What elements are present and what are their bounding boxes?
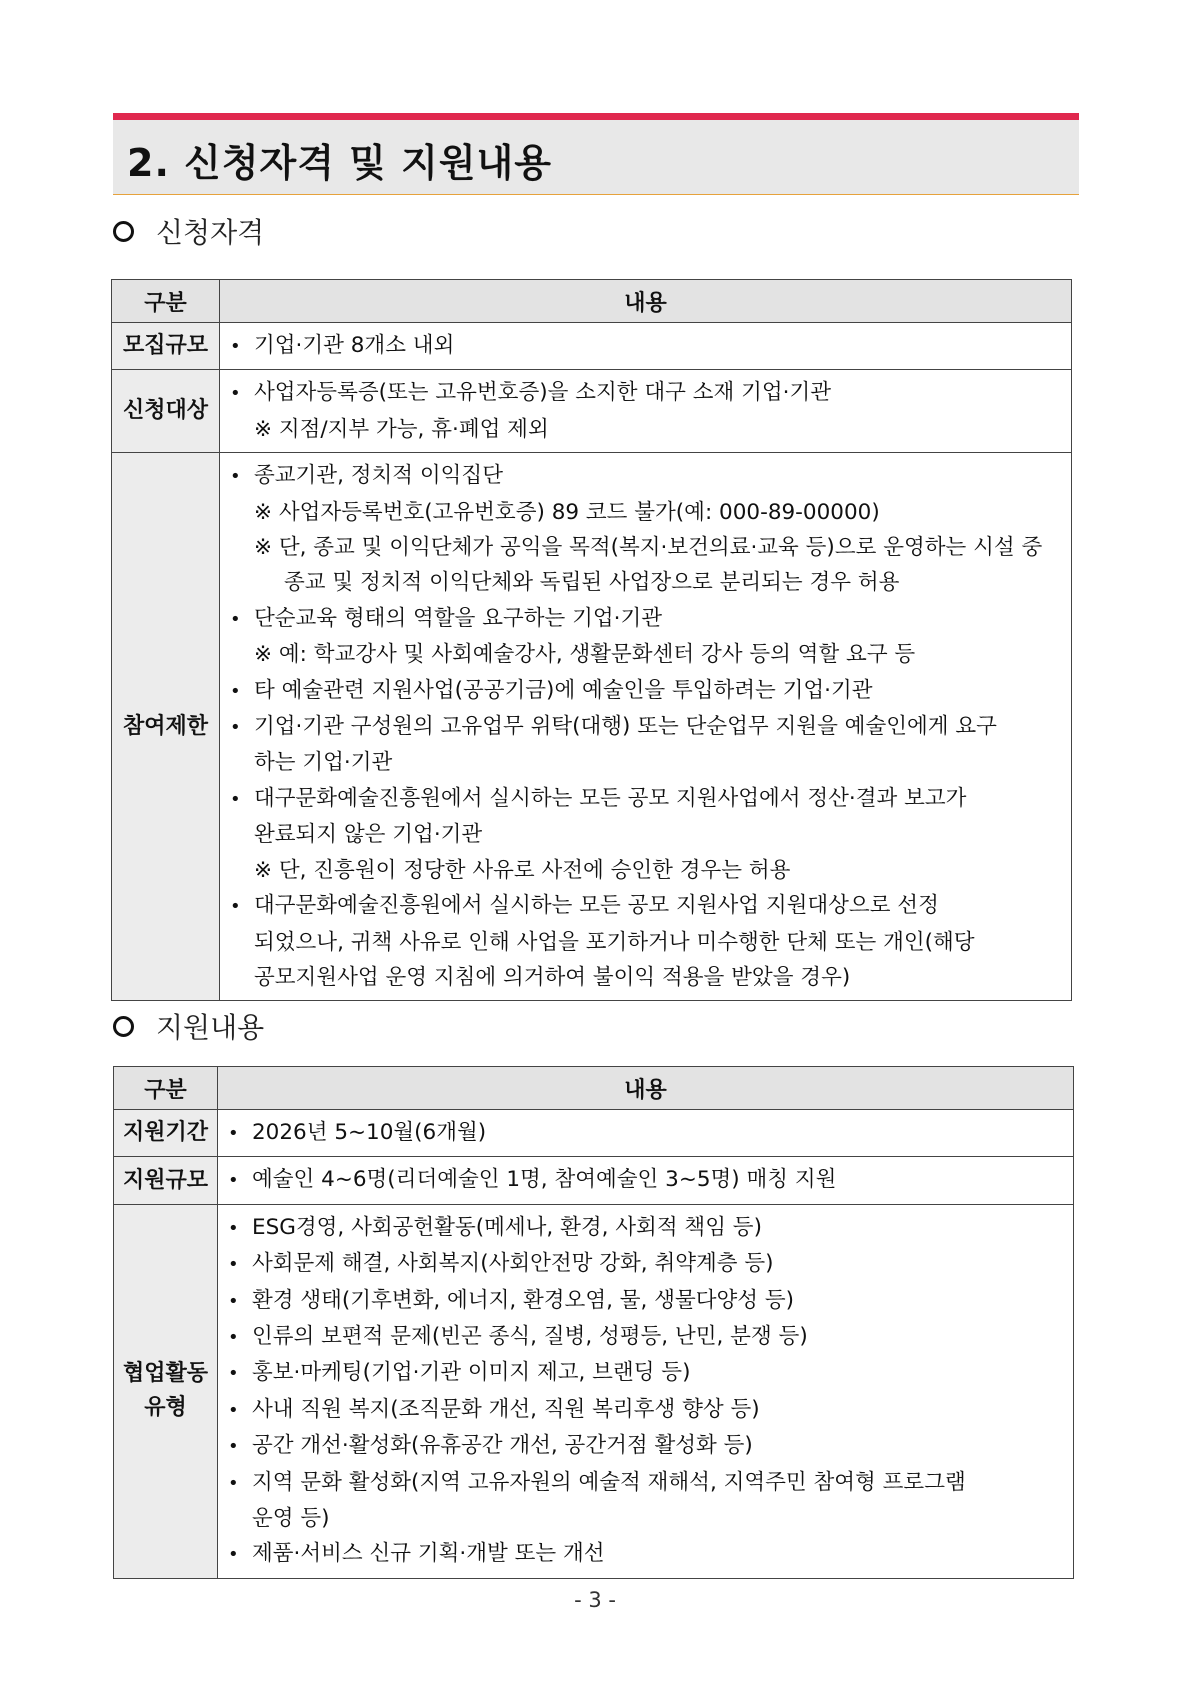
content-line: • 타 예술관련 지원사업(공공기금)에 예술인을 투입하려는 기업·기관 [230,673,1061,709]
table-header-row [114,1067,1074,1110]
row-category-text: 지원규모 [122,1167,208,1193]
row-category-text: 지원기간 [122,1120,208,1146]
content-line: • 단순교육 형태의 역할을 요구하는 기업·기관 [230,601,1061,637]
content-line: 하는 기업·기관 [254,750,393,776]
content-line: ※ 단, 종교 및 이익단체가 공익을 목적(복지·보건의료·교육 등)으로 운영하는 시설 중 [254,535,1043,561]
row-category-text: 유형 [144,1395,187,1421]
table-row [112,323,1072,370]
row-content [218,1204,1074,1578]
row-category [112,323,220,370]
row-content [220,323,1072,370]
table-row [112,453,1072,1001]
content-line: • 2026년 5~10월(6개월) [228,1115,1063,1151]
section-title-bar [113,113,1079,195]
content-line: • 인류의 보편적 문제(빈곤 종식, 질병, 성평등, 난민, 분쟁 등) [228,1319,1063,1355]
content-line: ※ 단, 진흥원이 정당한 사유로 사전에 승인한 경우는 허용 [254,857,791,883]
row-category-text: 모집규모 [122,333,208,359]
content-line: • 사업자등록증(또는 고유번호증)을 소지한 대구 소재 기업·기관 [230,375,1061,411]
content-line: • 홍보·마케팅(기업·기관 이미지 제고, 브랜딩 등) [228,1355,1063,1391]
content-line: • 종교기관, 정치적 이익집단 [230,458,1061,494]
content-line: ※ 지점/지부 가능, 휴·폐업 제외 [254,416,549,442]
support-heading [113,1006,264,1046]
table-row [112,370,1072,453]
row-category [112,453,220,1001]
header-category: 구분 [114,1067,218,1110]
content-line: 되었으나, 귀책 사유로 인해 사업을 포기하거나 미수행한 단체 또는 개인(해당 [254,929,975,955]
content-line: • 사내 직원 복지(조직문화 개선, 직원 복리후생 향상 등) [228,1392,1063,1428]
content-line: ※ 사업자등록번호(고유번호증) 89 코드 불가(예: 000-89-00000) [254,499,880,525]
page-number: - 3 - [574,1588,616,1612]
content-line: • 예술인 4~6명(리더예술인 1명, 참여예술인 3~5명) 매칭 지원 [228,1162,1063,1198]
content-line: ※ 예: 학교강사 및 사회예술강사, 생활문화센터 강사 등의 역할 요구 등 [254,642,916,668]
row-category-text: 참여제한 [122,713,208,739]
content-line: • 환경 생태(기후변화, 에너지, 환경오염, 물, 생물다양성 등) [228,1283,1063,1319]
content-line: • 대구문화예술진흥원에서 실시하는 모든 공모 지원사업 지원대상으로 선정 [230,888,1061,924]
content-line: • 기업·기관 8개소 내외 [230,328,1061,364]
circle-bullet-icon [113,1016,134,1037]
content-line: • 기업·기관 구성원의 고유업무 위탁(대행) 또는 단순업무 지원을 예술인에게 요구 [230,709,1061,745]
circle-bullet-icon [113,221,134,242]
row-category [114,1110,218,1157]
header-category: 구분 [112,280,220,323]
support-heading-text: 지원내용 [156,1011,265,1044]
row-content [220,453,1072,1001]
content-line: 종교 및 정치적 이익단체와 독립된 사업장으로 분리되는 경우 허용 [284,570,900,596]
content-line: 완료되지 않은 기업·기관 [254,822,483,848]
table-header-row [112,280,1072,323]
content-line: 운영 등) [252,1506,330,1532]
header-content: 내용 [220,280,1072,323]
content-line: • 사회문제 해결, 사회복지(사회안전망 강화, 취약계층 등) [228,1246,1063,1282]
row-category-text: 협업활동 [122,1361,208,1387]
content-line: • 공간 개선·활성화(유휴공간 개선, 공간거점 활성화 등) [228,1428,1063,1464]
section-title: 2. 신청자격 및 지원내용 [127,141,552,185]
header-content: 내용 [218,1067,1074,1110]
row-content [218,1157,1074,1204]
eligibility-heading [113,211,264,251]
content-line: • 제품·서비스 신규 기획·개발 또는 개선 [228,1536,1063,1572]
eligibility-heading-text: 신청자격 [156,216,265,249]
content-line: • 대구문화예술진흥원에서 실시하는 모든 공모 지원사업에서 정산·결과 보고가 [230,781,1061,817]
row-category [114,1157,218,1204]
eligibility-table [111,279,1072,1001]
content-line: • ESG경영, 사회공헌활동(메세나, 환경, 사회적 책임 등) [228,1210,1063,1246]
row-content [218,1110,1074,1157]
table-row [114,1110,1074,1157]
table-row [114,1157,1074,1204]
content-line: • 지역 문화 활성화(지역 고유자원의 예술적 재해석, 지역주민 참여형 프로그램 [228,1465,1063,1501]
row-category-text: 신청대상 [122,398,208,424]
content-line: 공모지원사업 운영 지침에 의거하여 불이익 적용을 받았을 경우) [254,964,851,990]
row-category [114,1204,218,1578]
support-table [113,1066,1074,1579]
row-content [220,370,1072,453]
table-row [114,1204,1074,1578]
row-category [112,370,220,453]
